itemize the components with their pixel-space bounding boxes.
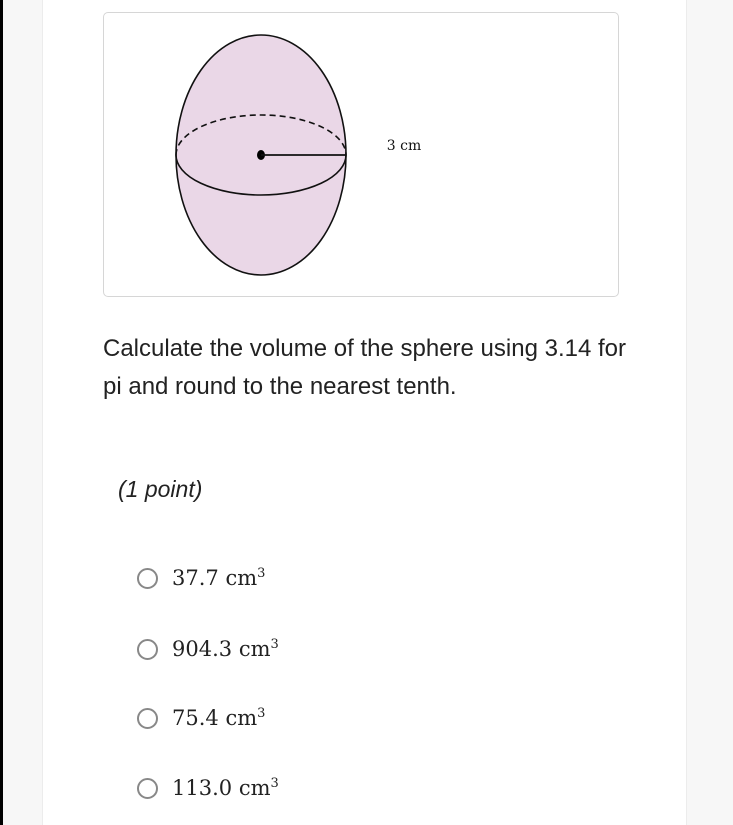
option-label <box>172 566 265 590</box>
radio-button[interactable] <box>137 778 158 799</box>
option-value: 37.7 <box>172 566 219 590</box>
option-exponent: 3 <box>257 706 266 721</box>
radio-button[interactable] <box>137 639 158 660</box>
answer-option[interactable] <box>137 566 265 590</box>
question-points: (1 point) <box>118 476 203 502</box>
option-label <box>172 706 265 730</box>
answer-option[interactable] <box>137 776 279 800</box>
answer-option[interactable] <box>137 637 279 661</box>
sphere-figure <box>103 12 619 297</box>
screen-edge <box>0 0 3 825</box>
option-unit: cm <box>225 706 258 730</box>
sphere-diagram <box>104 13 618 296</box>
option-value: 113.0 <box>172 776 233 800</box>
radio-button[interactable] <box>137 708 158 729</box>
option-exponent: 3 <box>270 637 279 652</box>
radio-button[interactable] <box>137 568 158 589</box>
option-label <box>172 776 279 800</box>
option-unit: cm <box>238 776 271 800</box>
answer-option[interactable] <box>137 706 265 730</box>
option-value: 75.4 <box>172 706 219 730</box>
option-unit: cm <box>225 566 258 590</box>
question-text: Calculate the volume of the sphere using 3.14 for pi and round to the nearest tenth. <box>103 335 626 400</box>
option-exponent: 3 <box>257 566 266 581</box>
option-unit: cm <box>238 637 271 661</box>
radius-label: 3 cm <box>386 138 422 154</box>
option-exponent: 3 <box>270 776 279 791</box>
option-label <box>172 637 279 661</box>
option-value: 904.3 <box>172 637 233 661</box>
